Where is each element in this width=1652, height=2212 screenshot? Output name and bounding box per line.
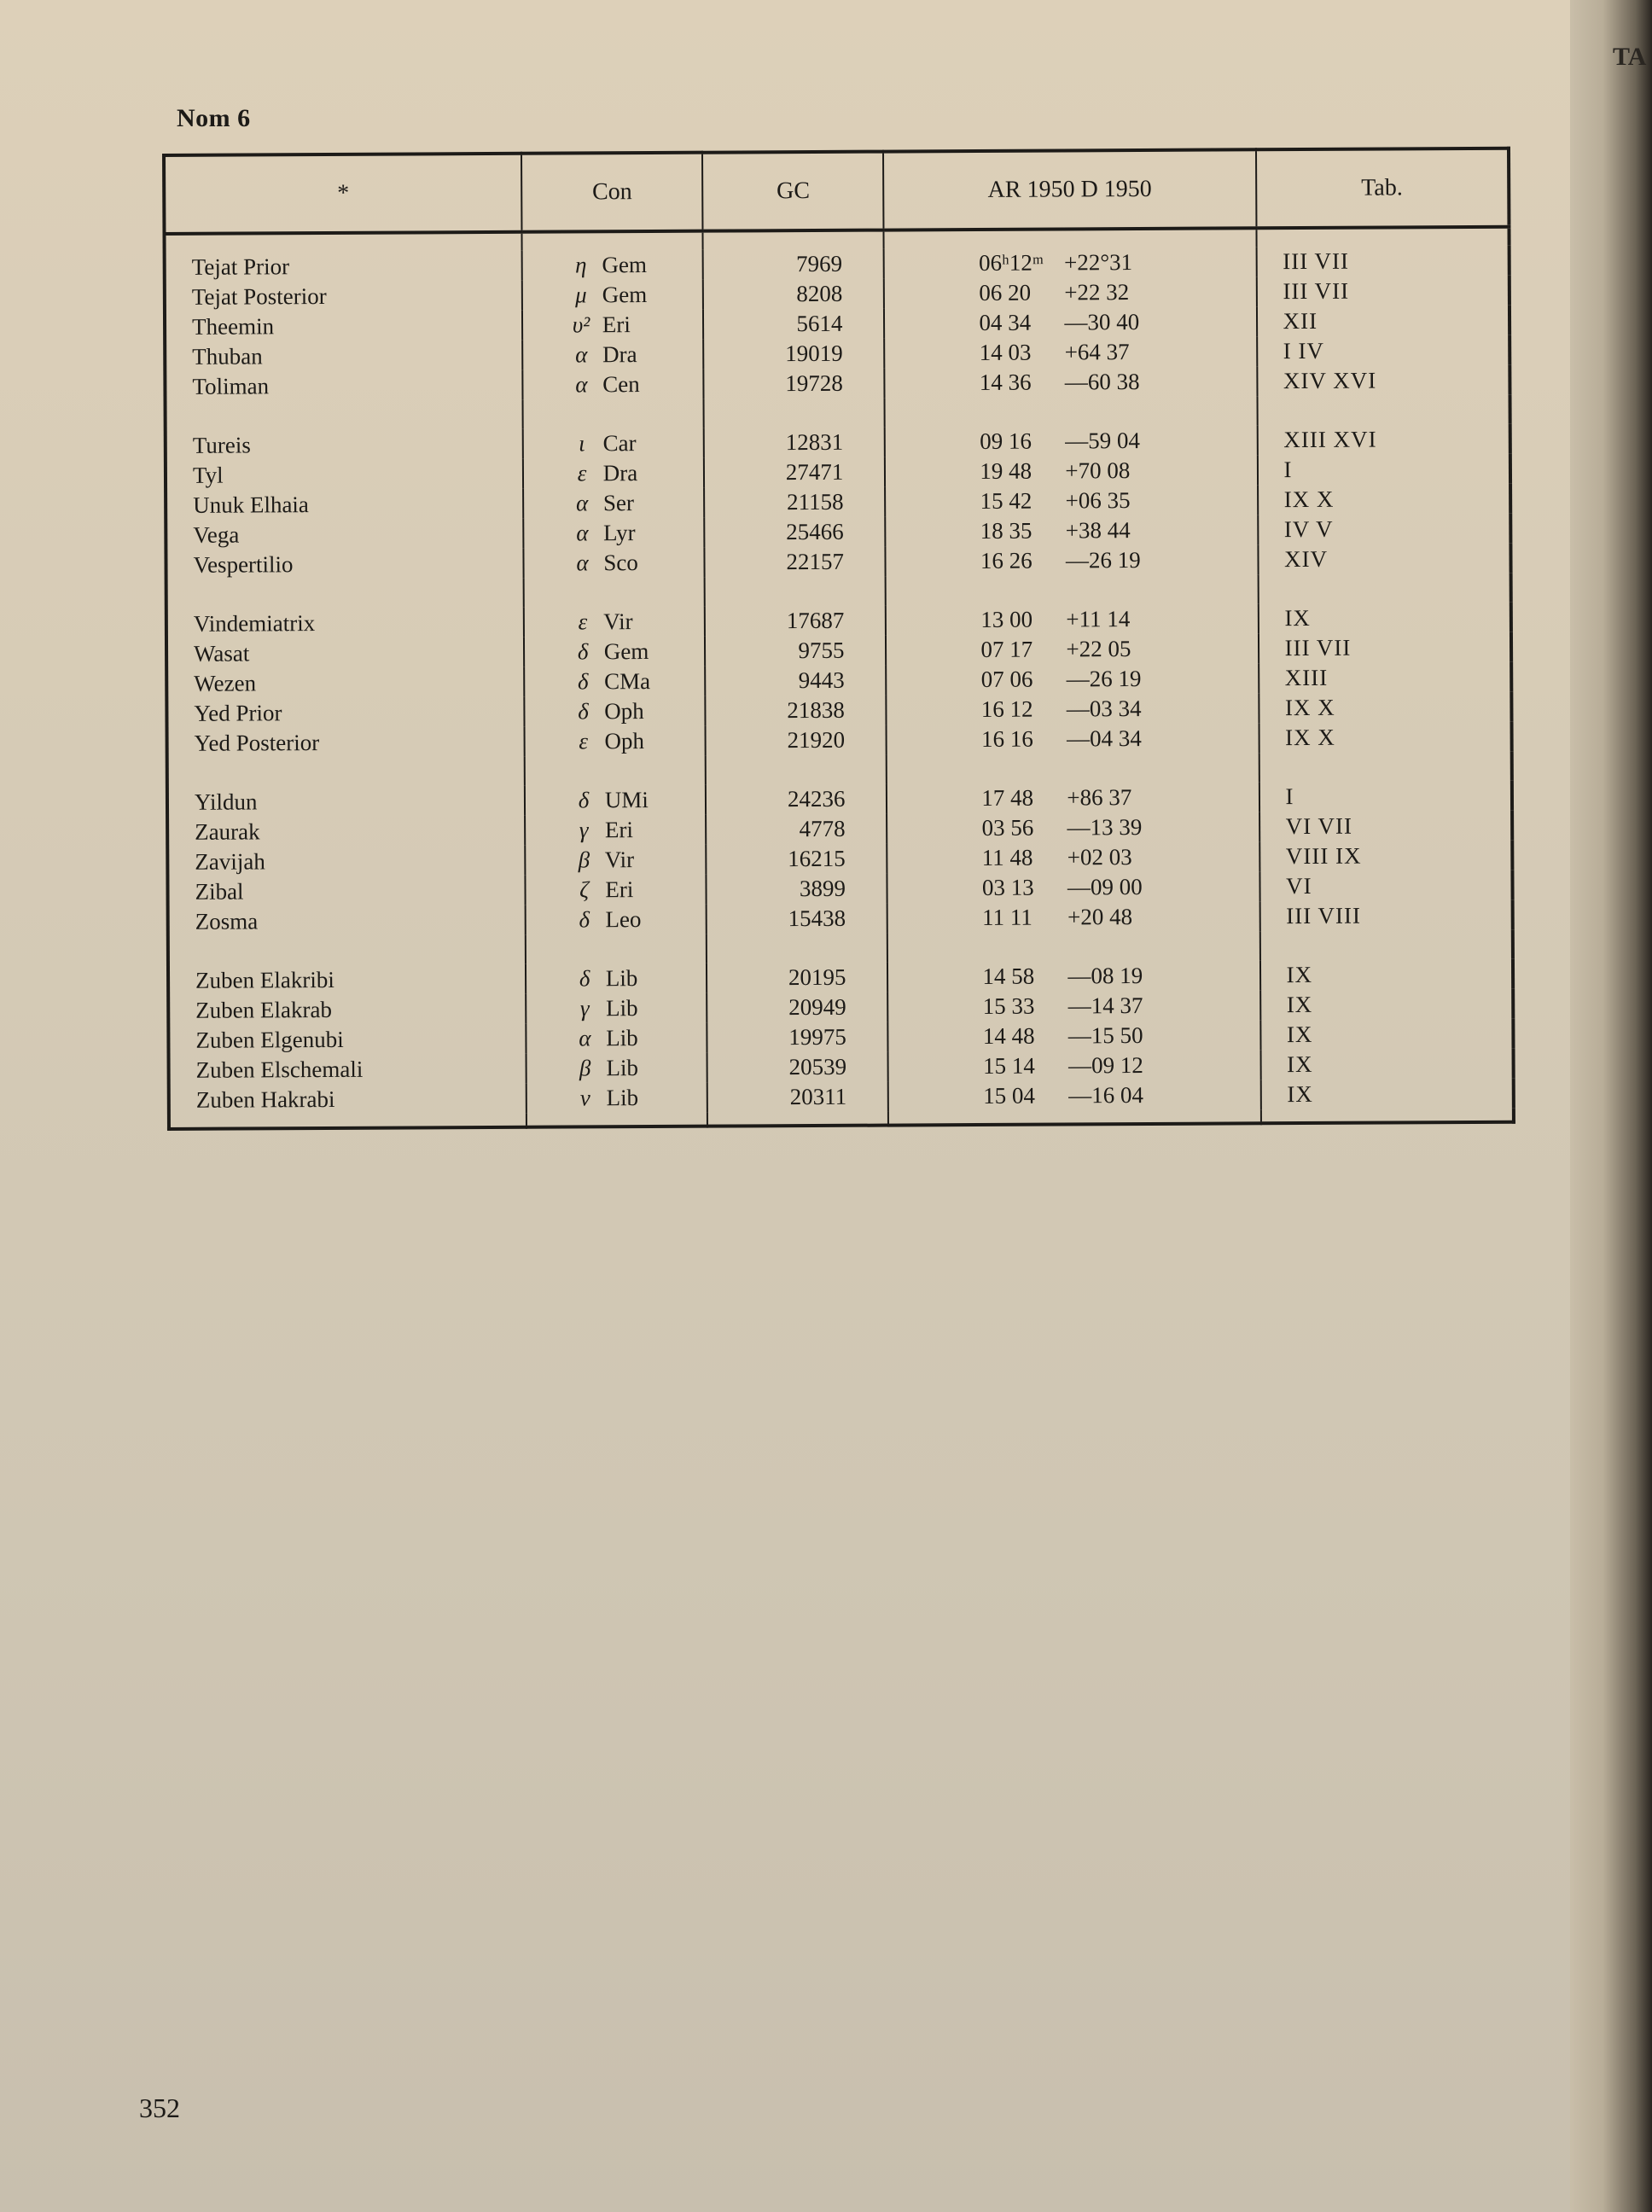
gc-number-cell: 15438 [707,904,887,934]
star-name-cell: Theemin [191,313,275,340]
greek-letter: δ [577,668,589,695]
constellation-abbr: Lib [606,1025,638,1051]
greek-letter: β [579,1055,591,1081]
spacer-cell [1258,573,1511,604]
spacer-cell [703,230,884,250]
declination: —26 19 [1066,666,1142,692]
constellation-cell [524,637,705,667]
declination: —26 19 [1065,547,1141,573]
tab-cell: IX [1258,602,1511,634]
gc-number-cell: 22157 [705,547,886,578]
declination: —08 19 [1067,962,1143,989]
spacer-cell [526,1113,707,1127]
right-ascension: 09 16 [980,428,1032,454]
tab-cell: IX X [1259,722,1512,754]
spacer-cell [1257,395,1510,426]
constellation-cell [525,726,706,757]
spacer-cell [706,755,887,785]
star-name-cell: Vindemiatrix [193,610,316,637]
constellation-cell [522,310,703,341]
constellation-abbr: Oph [604,698,644,725]
tab-cell: I [1257,454,1510,486]
coordinates-cell [887,782,1259,813]
spacer-cell [169,1114,526,1129]
constellation-abbr: Eri [602,311,631,338]
declination: +22 05 [1066,636,1131,662]
next-page-fragment: TA [1613,43,1647,71]
right-ascension: 14 58 [982,963,1035,989]
gc-number-cell: 21920 [706,725,887,756]
right-ascension: 14 48 [982,1022,1035,1049]
gc-number-cell: 9755 [705,636,886,667]
declination: —04 34 [1066,725,1142,752]
tab-cell: IX [1259,959,1513,991]
coordinates-cell [885,425,1257,457]
constellation-cell [525,845,706,876]
gc-number-cell: 20539 [707,1052,888,1083]
header-star: * [164,154,522,234]
declination: +38 44 [1065,517,1131,544]
gc-number-cell: 20949 [707,992,887,1023]
gc-number-cell: 16215 [706,844,887,875]
constellation-cell [526,963,707,994]
tab-cell: IX X [1259,692,1512,724]
tab-cell: III VII [1256,246,1509,277]
gc-number-cell: 19728 [704,369,885,399]
right-ascension: 03 56 [981,814,1034,841]
greek-letter: ε [579,728,589,754]
right-ascension: 14 03 [979,339,1032,365]
declination: +02 03 [1067,844,1132,870]
constellation-cell [526,1083,707,1114]
tab-cell: IX X [1258,484,1511,515]
constellation-cell [524,667,705,697]
declination: +22 32 [1064,279,1130,306]
constellation-abbr: Lib [606,1055,638,1081]
constellation-abbr: CMa [603,668,651,695]
right-ascension: 03 13 [981,874,1034,900]
constellation-abbr: Cen [602,371,640,398]
constellation-abbr: Oph [604,728,644,754]
tab-cell: III VII [1256,276,1509,307]
constellation-cell [524,607,705,637]
constellation-cell [526,993,707,1024]
spacer-cell [167,757,525,788]
gc-number-cell: 17687 [705,606,886,637]
gc-number-cell: 27471 [704,457,885,488]
tab-cell: IV V [1258,514,1511,545]
tab-cell: IX [1260,989,1514,1021]
coordinates-cell [887,812,1259,843]
constellation-abbr: Ser [602,490,635,516]
constellation-abbr: Lib [605,965,638,992]
gc-number-cell: 20311 [707,1082,888,1113]
greek-letter: α [576,490,589,516]
gc-number-cell: 3899 [707,874,887,905]
constellation-cell [523,458,704,489]
coordinates-cell [887,901,1259,933]
star-name-cell: Vespertilio [193,551,294,578]
declination: +20 48 [1067,904,1133,930]
header-tab: Tab. [1256,148,1509,229]
right-ascension: 11 11 [982,904,1032,930]
constellation-cell [522,280,703,311]
star-catalog-table [162,147,1515,1131]
declination: +22°31 [1064,249,1133,276]
tab-cell: VI [1259,870,1513,902]
coordinates-cell [887,663,1259,695]
spacer-cell [522,231,703,251]
spacer-cell [705,577,886,607]
greek-letter: υ² [572,311,590,338]
coordinates-cell [886,515,1258,546]
greek-letter: α [575,341,588,368]
star-name-cell: Zuben Elgenubi [195,1026,344,1053]
constellation-abbr: Gem [603,638,649,665]
header-coordinates: AR 1950 D 1950 [883,149,1256,230]
coordinates-cell [885,485,1257,516]
spacer-cell [888,1109,1260,1125]
constellation-cell [526,1053,707,1084]
star-name-cell: Tejat Prior [191,253,290,280]
star-name-cell: Zaurak [195,818,260,845]
greek-letter: β [578,847,590,873]
section-title: Nom 6 [177,104,251,132]
coordinates-cell [887,693,1259,725]
tab-cell: XIII [1259,662,1512,694]
spacer-cell [887,753,1259,783]
greek-letter: α [576,550,589,576]
gc-number-cell: 5614 [703,309,884,340]
gc-number-cell: 21838 [706,696,887,726]
constellation-abbr: Dra [602,460,638,486]
tab-cell: XIII XVI [1257,424,1510,456]
right-ascension: 15 04 [983,1082,1036,1109]
tab-cell: IX [1260,1079,1514,1110]
constellation-abbr: Eri [605,876,634,903]
spacer-cell [1260,1109,1514,1124]
star-name-cell: Wasat [193,640,250,667]
coordinates-cell [887,723,1259,754]
declination: —16 04 [1068,1081,1144,1109]
coordinates-cell [887,871,1259,903]
declination: +06 35 [1065,487,1131,514]
declination: —09 00 [1067,873,1143,900]
right-ascension: 07 06 [980,666,1033,692]
greek-letter: γ [579,995,590,1022]
star-name-cell: Yed Prior [194,700,282,726]
declination: —03 34 [1066,696,1142,722]
spacer-cell [1259,752,1512,783]
constellation-cell [524,696,705,727]
star-name-cell: Unuk Elhaia [193,492,309,518]
star-name-cell: Zuben Elakribi [195,966,334,993]
gc-number-cell: 9443 [705,666,886,696]
coordinates-cell [884,306,1256,338]
tab-cell: I [1259,781,1512,812]
declination: —14 37 [1067,992,1143,1019]
star-name-cell: Toliman [192,373,270,399]
tab-cell: XII [1256,306,1509,337]
declination: —13 39 [1067,813,1143,841]
tab-cell: XIV XVI [1257,365,1510,397]
spacer-cell [1256,227,1509,247]
spacer-cell [704,399,885,428]
greek-letter: δ [579,965,590,992]
tab-cell: IX [1260,1049,1514,1080]
greek-letter: μ [575,282,587,308]
spacer-cell [166,400,523,431]
spacer-cell [526,934,707,964]
tab-cell: VIII IX [1259,841,1513,872]
constellation-cell [525,815,706,846]
header-constellation: Con [521,153,703,232]
gc-number-cell: 4778 [706,814,887,845]
coordinates-cell [887,841,1259,873]
constellation-abbr: Gem [602,282,648,308]
constellation-cell [523,518,704,549]
tab-cell: XIV [1258,544,1511,575]
constellation-abbr: Gem [602,252,648,278]
gc-number-cell: 24236 [706,784,887,815]
declination: —59 04 [1065,428,1141,454]
table-header [164,148,1509,234]
right-ascension: 06ʰ12ᵐ [979,249,1044,276]
right-ascension: 19 48 [980,457,1032,484]
constellation-abbr: Dra [602,341,637,368]
greek-letter: ε [577,460,587,486]
star-name-cell: Wezen [194,670,257,696]
star-name-cell: Zuben Hakrabi [195,1086,335,1113]
greek-letter: η [574,252,587,278]
star-name-cell: Zuben Elschemali [195,1056,364,1083]
header-row [164,148,1509,234]
coordinates-cell [884,276,1256,308]
tab-cell: III VII [1258,632,1511,664]
constellation-cell [525,785,706,816]
constellation-abbr: Leo [605,906,642,933]
spacer-cell [168,935,526,966]
greek-letter: δ [577,638,589,665]
constellation-abbr: Lib [605,995,638,1022]
page-edge-shadow [1570,0,1652,2212]
declination: +86 37 [1067,784,1132,811]
page-number: 352 [139,2093,180,2123]
constellation-cell [522,370,703,400]
spacer-cell [886,574,1258,605]
gc-number-cell: 25466 [704,517,885,548]
table-body [164,227,1513,1129]
star-name-cell: Thuban [192,343,263,370]
constellation-abbr: Sco [603,550,638,576]
constellation-cell [526,1023,707,1054]
gc-number-cell: 19019 [703,339,884,370]
greek-letter: ε [578,608,588,635]
spacer-cell [707,1112,888,1126]
coordinates-cell [886,633,1258,665]
right-ascension: 15 33 [982,992,1035,1019]
star-name-cell: Vega [193,521,240,548]
header-gc: GC [702,152,884,231]
spacer-cell [525,756,706,786]
coordinates-cell [886,544,1258,576]
declination: +70 08 [1065,457,1131,484]
coordinates-cell [886,603,1258,635]
constellation-abbr: UMi [604,787,649,813]
declination: +64 37 [1064,339,1130,365]
star-name-cell: Tyl [192,462,224,488]
declination: —30 40 [1064,309,1140,335]
right-ascension: 16 16 [980,725,1033,752]
constellation-cell [526,905,707,935]
right-ascension: 18 35 [980,517,1032,544]
gc-number-cell: 19975 [707,1022,888,1053]
coordinates-cell [888,1050,1260,1081]
declination: +11 14 [1066,606,1131,632]
star-name-cell: Tejat Posterior [191,282,327,310]
right-ascension: 17 48 [981,784,1034,811]
star-name-cell: Zibal [195,878,244,905]
greek-letter: δ [578,787,590,813]
coordinates-cell [888,990,1260,1022]
constellation-abbr: Car [602,430,637,457]
constellation-cell [522,250,703,281]
right-ascension: 07 17 [980,636,1033,662]
gc-number-cell: 20195 [707,963,887,993]
coordinates-cell [888,1080,1260,1111]
gc-number-cell: 12831 [704,428,885,458]
greek-letter: α [579,1025,591,1051]
gc-number-cell: 8208 [703,279,884,310]
greek-letter: ν [579,1085,590,1111]
greek-letter: α [576,520,589,546]
star-name-cell: Yed Posterior [194,730,320,756]
right-ascension: 16 26 [980,547,1032,573]
right-ascension: 13 00 [980,606,1033,632]
tab-cell: III VIII [1259,900,1513,932]
coordinates-cell [885,336,1257,368]
coordinates-cell [884,247,1256,278]
right-ascension: 15 42 [980,487,1032,514]
right-ascension: 15 14 [982,1052,1035,1079]
greek-letter: δ [578,698,589,725]
right-ascension: 14 36 [979,369,1032,395]
star-name-cell: Yildun [194,789,258,815]
spacer-cell [164,232,521,253]
right-ascension: 04 34 [979,309,1032,335]
constellation-cell [522,340,703,370]
tab-cell: IX [1260,1019,1514,1051]
coordinates-cell [885,366,1257,398]
right-ascension: 06 20 [979,279,1032,306]
spacer-cell [166,579,524,609]
right-ascension: 16 12 [980,696,1033,722]
spacer-cell [523,399,704,429]
coordinates-cell [887,960,1259,992]
declination: —09 12 [1067,1051,1143,1079]
spacer-cell [887,931,1259,962]
coordinates-cell [888,1020,1260,1051]
greek-letter: γ [579,817,589,843]
constellation-cell [523,428,704,459]
declination: —15 50 [1067,1022,1143,1049]
constellation-cell [523,488,704,519]
star-name-cell: Zavijah [195,848,265,875]
right-ascension: 11 48 [981,844,1033,870]
constellation-abbr: Vir [604,847,635,873]
constellation-abbr: Lyr [603,520,636,546]
tab-cell: VI VII [1259,811,1513,842]
constellation-abbr: Vir [603,608,633,635]
declination: —60 38 [1064,369,1140,395]
constellation-cell [525,875,706,905]
spacer-cell [884,228,1256,248]
star-name-cell: Zosma [195,908,259,934]
spacer-cell [524,578,705,608]
constellation-cell [523,548,704,579]
gc-number-cell: 7969 [703,249,884,280]
star-name-cell: Zuben Elakrab [195,996,333,1023]
greek-letter: ζ [579,876,590,903]
greek-letter: ι [578,430,585,457]
tab-cell: I IV [1257,335,1510,367]
gc-number-cell: 21158 [704,487,885,518]
star-name-cell: Tureis [192,432,251,458]
greek-letter: δ [579,906,590,933]
greek-letter: α [575,371,588,398]
spacer-cell [885,396,1257,427]
coordinates-cell [885,455,1257,486]
spacer-cell [707,934,887,963]
constellation-abbr: Lib [606,1085,639,1111]
spacer-cell [1259,930,1513,961]
constellation-abbr: Eri [604,817,634,843]
